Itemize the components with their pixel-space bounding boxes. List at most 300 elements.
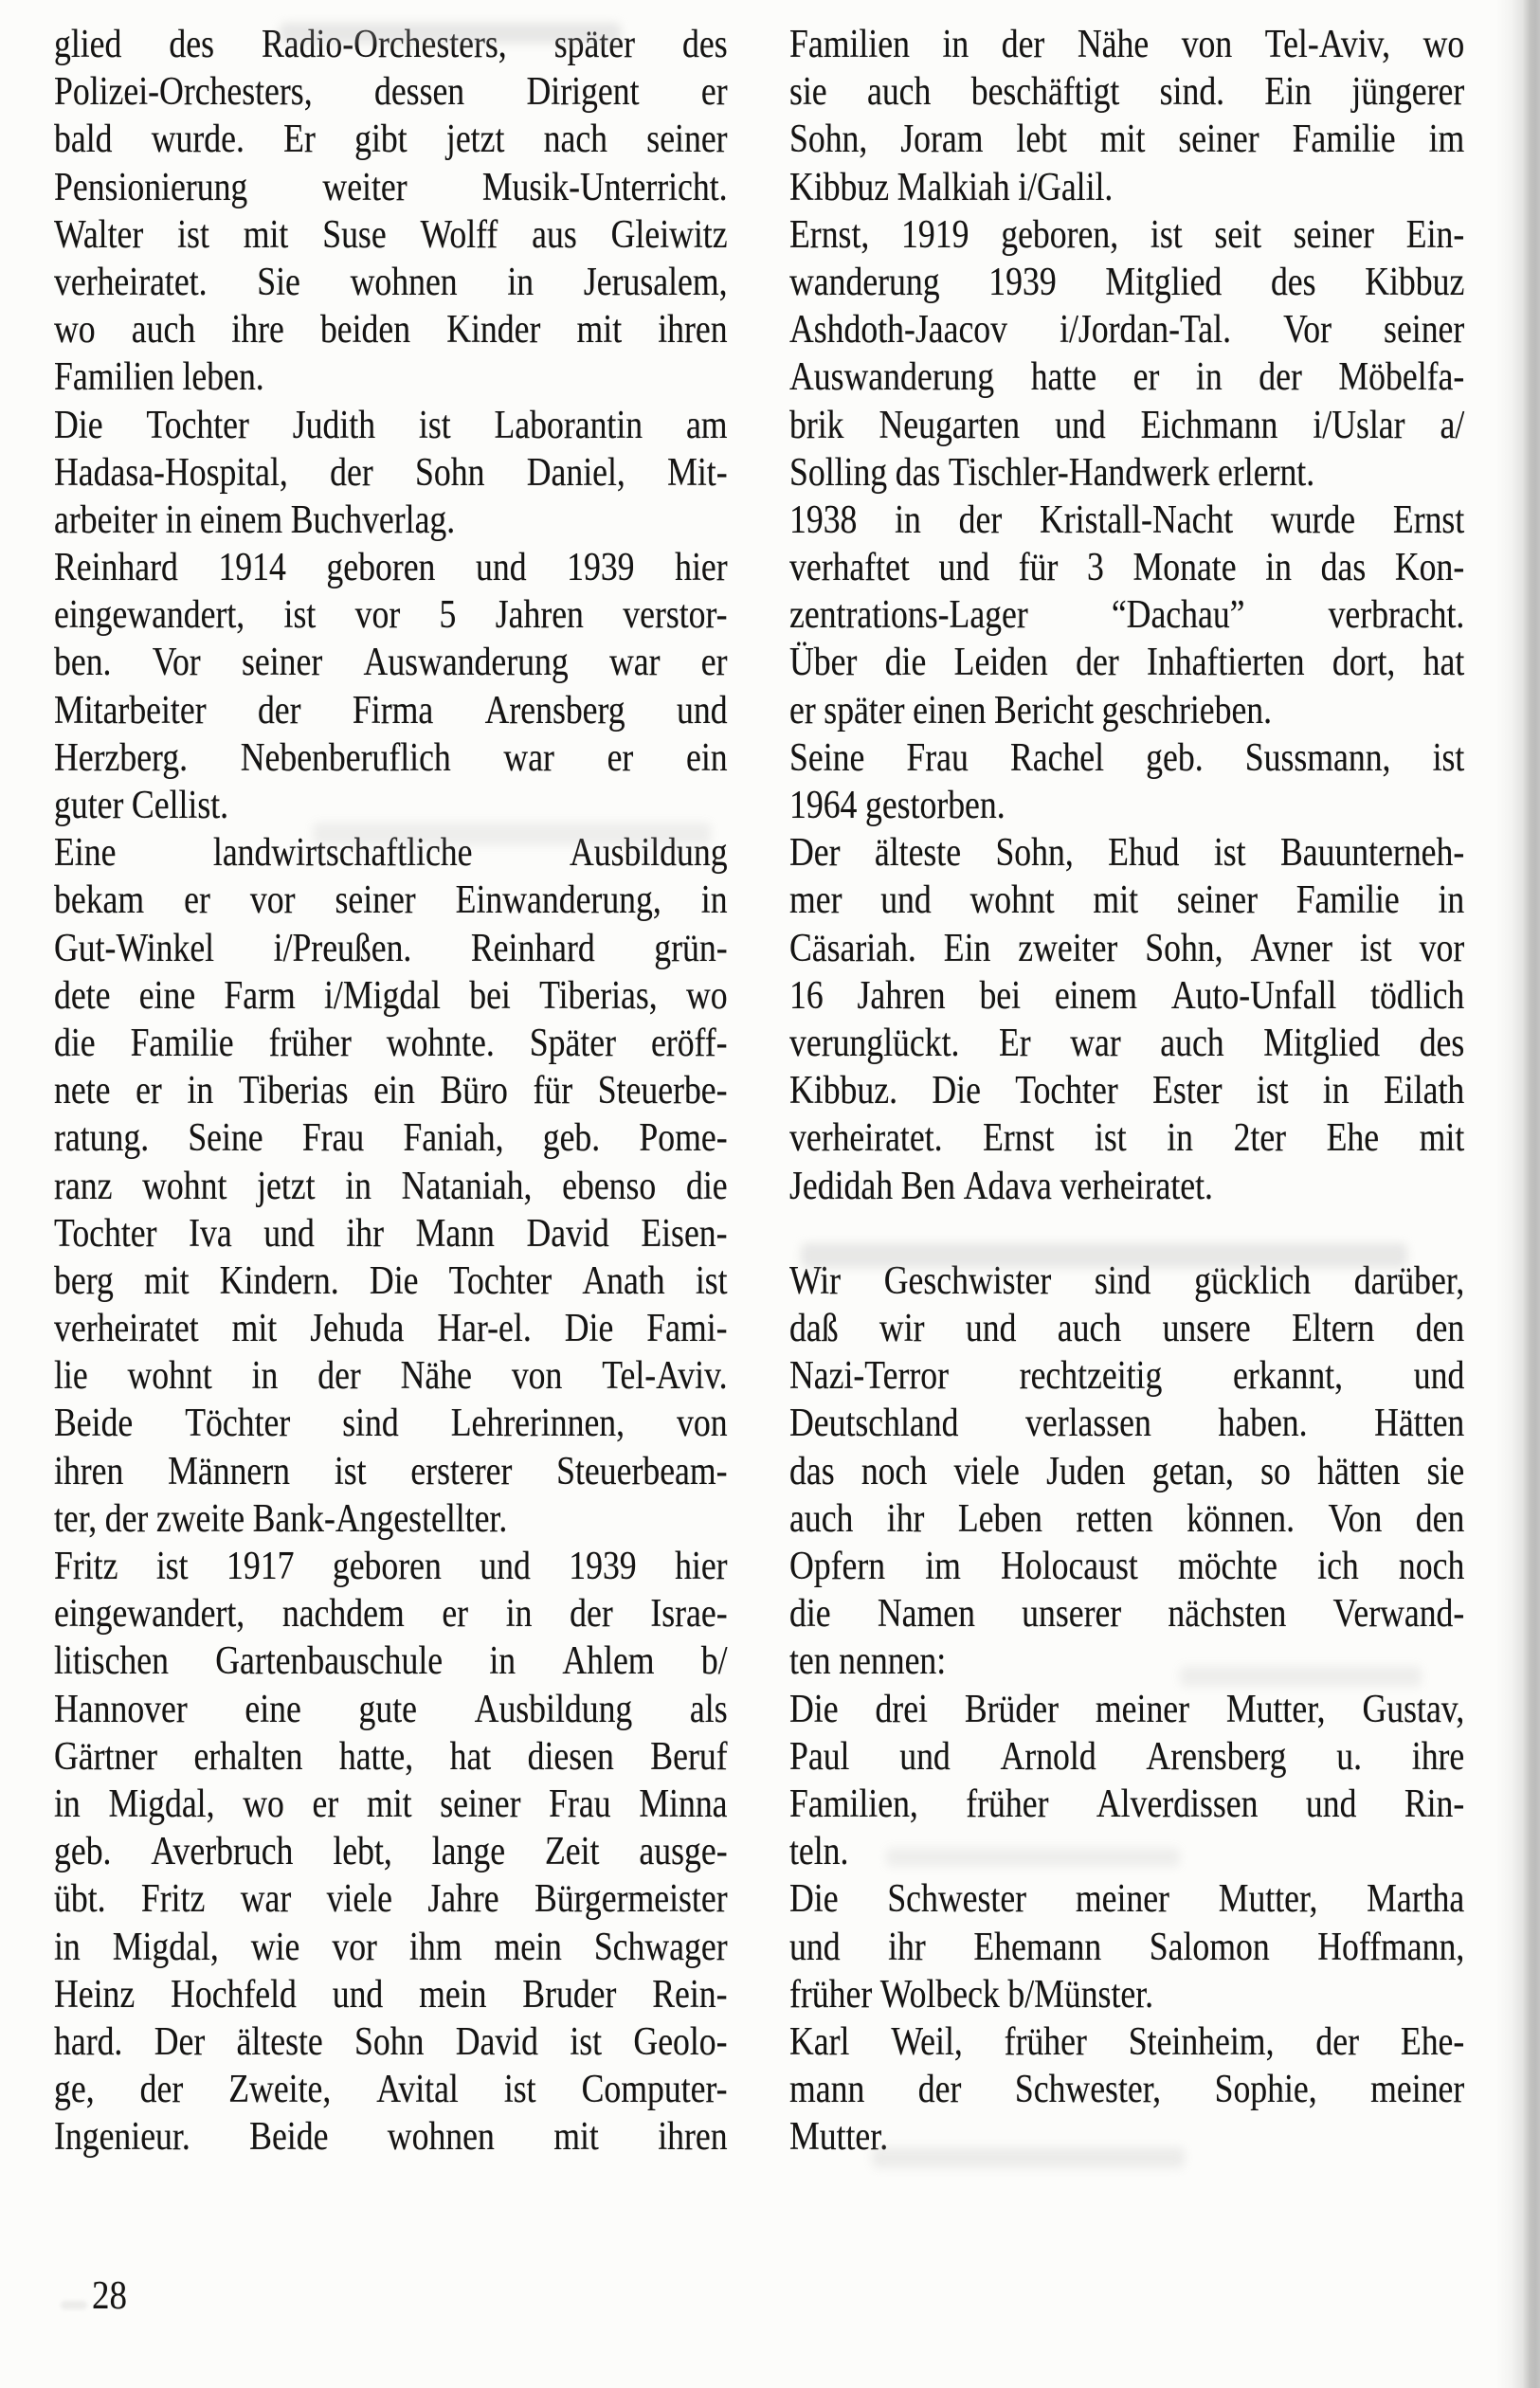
word: ihr xyxy=(888,1925,926,1969)
word: er xyxy=(184,878,210,923)
word: Eltern xyxy=(1292,1307,1375,1351)
word: beschäftigt xyxy=(970,70,1120,115)
word: hat xyxy=(449,1734,492,1779)
word: Nähe xyxy=(1077,23,1150,66)
word: erhalten xyxy=(193,1734,303,1779)
word: wo xyxy=(54,308,96,353)
word: Herzberg. xyxy=(54,735,189,780)
word: für xyxy=(533,1069,573,1113)
word: Walter xyxy=(54,212,144,257)
word: einem xyxy=(1054,973,1138,1018)
word: hier xyxy=(675,1545,728,1588)
word: Minna xyxy=(639,1782,728,1826)
word: verheiratet. xyxy=(1060,1164,1213,1208)
word: das xyxy=(895,450,941,495)
word: Familie xyxy=(1295,878,1400,923)
word: Monate xyxy=(1132,546,1237,590)
word: seiner xyxy=(1176,878,1258,923)
word: Die xyxy=(369,1258,419,1303)
word: ratung. xyxy=(54,1116,150,1161)
word: Pome- xyxy=(639,1116,728,1161)
word: wurde. xyxy=(151,118,245,162)
text-line xyxy=(789,1971,1464,2018)
word: mein xyxy=(494,1925,562,1969)
text-line xyxy=(789,877,1464,924)
word: viele xyxy=(953,1449,1020,1493)
word: Musik-Unterricht. xyxy=(481,165,728,209)
word: wohnt xyxy=(969,878,1055,923)
word: Familie xyxy=(130,1021,234,1065)
word: des xyxy=(682,23,728,66)
word: Zeit xyxy=(544,1830,600,1874)
word: ist xyxy=(418,403,451,447)
word: Steuerbeam- xyxy=(556,1449,728,1493)
word: der xyxy=(1076,641,1119,685)
word: Geschwister xyxy=(883,1258,1052,1303)
word: b/Münster. xyxy=(1007,1972,1154,2017)
word: bald xyxy=(54,118,113,162)
word: Jedidah xyxy=(789,1164,894,1208)
text-line xyxy=(789,164,1464,211)
word: verheiratet. xyxy=(54,260,208,304)
word: Frau xyxy=(301,1116,365,1161)
word: berg xyxy=(54,1258,114,1303)
word: mit xyxy=(553,2115,599,2160)
word: der xyxy=(958,498,1003,542)
word: der xyxy=(139,2068,184,2112)
word: Er xyxy=(283,118,316,162)
word: mein xyxy=(419,1972,487,2017)
word: im xyxy=(925,1545,961,1588)
word: Radio-Orchesters, xyxy=(261,23,507,66)
word: geboren, xyxy=(1001,212,1119,257)
word: Kibbuz xyxy=(1365,260,1465,304)
word: zentrations-Lager xyxy=(789,593,1028,638)
text-line xyxy=(789,1495,1464,1543)
word: wir xyxy=(879,1307,925,1351)
word: jetzt xyxy=(257,1164,316,1208)
word: Ein xyxy=(1264,70,1313,115)
word: ihren xyxy=(54,1449,124,1493)
word: Jerusalem, xyxy=(583,260,728,304)
word: seiner xyxy=(1384,308,1465,353)
word: gute xyxy=(358,1687,418,1731)
word: Verwand- xyxy=(1332,1592,1465,1637)
text-line xyxy=(789,1781,1464,1828)
word: Reinhard xyxy=(54,546,178,590)
word: Gustav, xyxy=(1362,1687,1465,1731)
word: brik xyxy=(789,403,844,447)
word: der xyxy=(570,1592,613,1637)
word: einem xyxy=(199,498,283,542)
word: Ernst, xyxy=(789,212,870,257)
word: Männern xyxy=(168,1449,291,1493)
word: und xyxy=(475,546,527,590)
word: Frau xyxy=(906,735,969,780)
word: 1919 xyxy=(901,212,969,257)
word: Har-el. xyxy=(437,1307,532,1351)
word: Er xyxy=(998,1021,1031,1065)
word: älteste xyxy=(236,2019,323,2064)
word: Judith xyxy=(292,403,376,447)
word: 1939 xyxy=(569,1545,637,1588)
word: Bank-Angestellter. xyxy=(252,1496,508,1541)
word: war xyxy=(1070,1021,1121,1065)
word: seiner xyxy=(241,641,323,685)
word: wurde xyxy=(1270,498,1356,542)
word: sind xyxy=(1094,1258,1151,1303)
word: 2ter xyxy=(1233,1116,1287,1161)
word: Die xyxy=(789,1877,839,1922)
word: glied xyxy=(54,23,122,66)
word: Nataniah, xyxy=(401,1164,533,1208)
word: Hoffmann, xyxy=(1317,1925,1465,1969)
word: Tel-Aviv, xyxy=(1264,23,1391,66)
word: David xyxy=(455,2019,539,2064)
word: Ehemann xyxy=(973,1925,1102,1969)
word: ist xyxy=(1256,1069,1289,1113)
word: Arensberg xyxy=(1146,1734,1287,1779)
word: Auto-Unfall xyxy=(1170,973,1337,1018)
word: Namen xyxy=(877,1592,975,1637)
word: landwirtschaftliche xyxy=(212,831,473,876)
word: geboren xyxy=(326,546,436,590)
text-line xyxy=(789,449,1464,497)
word: unsere xyxy=(1162,1307,1251,1351)
word: verhaftet xyxy=(789,546,910,590)
word: eröff- xyxy=(650,1021,728,1065)
word: Wolff xyxy=(420,212,498,257)
word: in xyxy=(489,1639,516,1684)
word: Gartenbauschule xyxy=(215,1639,444,1684)
word: diesen xyxy=(527,1734,614,1779)
word: Polizei-Orchesters, xyxy=(54,70,313,115)
word: Kindern. xyxy=(219,1258,339,1303)
word: Israe- xyxy=(650,1592,728,1637)
word: in xyxy=(1167,1116,1194,1161)
text-line xyxy=(54,1637,728,1685)
word: Alverdissen xyxy=(1096,1782,1259,1826)
text-line xyxy=(54,164,728,211)
word: Faniah, xyxy=(403,1116,504,1161)
text-line xyxy=(54,402,728,449)
word: Holocaust xyxy=(1001,1545,1138,1588)
word: Martha xyxy=(1367,1877,1465,1922)
word: einen xyxy=(913,688,987,733)
word: und xyxy=(480,1545,531,1588)
word: Eichmann xyxy=(1140,403,1278,447)
word: Gleiwitz xyxy=(610,212,728,257)
word: Laborantin xyxy=(494,403,643,447)
word: mit xyxy=(1093,878,1139,923)
word: das xyxy=(1320,546,1367,590)
word: das xyxy=(789,1449,835,1493)
word: sind xyxy=(342,1402,399,1446)
word: Sohn xyxy=(415,450,485,495)
text-line xyxy=(54,259,728,306)
word: ist xyxy=(1432,735,1465,780)
word: grün- xyxy=(654,926,728,970)
word: vor xyxy=(1419,926,1465,970)
text-line xyxy=(54,1210,728,1257)
word: Geolo- xyxy=(633,2019,728,2064)
word: Bruder xyxy=(522,1972,617,2017)
word: seiner xyxy=(440,1782,521,1826)
word: am xyxy=(685,403,728,447)
text-line xyxy=(789,1637,1464,1685)
word: aus xyxy=(532,212,577,257)
word: a/ xyxy=(1440,403,1465,447)
word: 1964 xyxy=(789,784,858,827)
word: in xyxy=(165,498,192,542)
word: verstor- xyxy=(623,593,728,638)
word: und xyxy=(263,1211,315,1256)
word: Hannover xyxy=(54,1687,188,1731)
word: so xyxy=(1260,1449,1291,1493)
word: “Dachau” xyxy=(1111,593,1245,638)
word: lebt xyxy=(1016,118,1067,162)
word: war xyxy=(240,1877,292,1922)
word: gestorben. xyxy=(864,784,1006,827)
word: drei xyxy=(875,1687,928,1731)
text-line xyxy=(789,1543,1464,1590)
word: Averbruch xyxy=(151,1830,294,1874)
word: Beruf xyxy=(650,1734,728,1779)
word: ebenso xyxy=(562,1164,657,1208)
text-line xyxy=(54,353,728,401)
word: mit xyxy=(366,1782,412,1826)
text-line xyxy=(789,68,1464,116)
word: Ehe xyxy=(1326,1116,1380,1161)
word: Auswanderung xyxy=(363,641,569,685)
word: verheiratet. xyxy=(789,1116,943,1161)
text-line xyxy=(789,2018,1464,2066)
word: Rin- xyxy=(1404,1782,1465,1826)
word: Einwanderung, xyxy=(455,878,661,923)
word: unserer xyxy=(1022,1592,1122,1637)
word: Der xyxy=(789,831,841,876)
word: ihm xyxy=(408,1925,462,1969)
text-line xyxy=(789,497,1464,544)
word: er xyxy=(700,70,728,115)
word: bekam xyxy=(54,878,145,923)
word: hier xyxy=(675,546,728,590)
word: Arnold xyxy=(1000,1734,1096,1779)
word: in xyxy=(54,1925,81,1969)
text-line xyxy=(789,1400,1464,1447)
word: Paul xyxy=(789,1734,850,1779)
word: vor xyxy=(249,878,296,923)
text-line xyxy=(789,1257,1464,1305)
word: Jahren xyxy=(857,973,946,1018)
word: rechtzeitig xyxy=(1019,1354,1163,1399)
word: nächsten xyxy=(1168,1592,1287,1637)
word: Steuerbe- xyxy=(597,1069,728,1113)
word: 1917 xyxy=(226,1545,295,1588)
word: Ernst xyxy=(1392,498,1465,542)
text-line xyxy=(54,544,728,591)
word: sind. xyxy=(1159,70,1225,115)
word: nennen: xyxy=(839,1639,947,1684)
word: Kinder xyxy=(446,308,541,353)
word: Zweite, xyxy=(228,2068,332,2112)
word: und xyxy=(899,1734,951,1779)
word: ge, xyxy=(54,2068,95,2112)
word: Sohn, xyxy=(789,118,868,162)
text-line xyxy=(54,1590,728,1637)
word: ersterer xyxy=(410,1449,513,1493)
text-line xyxy=(54,591,728,639)
word: dort, xyxy=(1332,641,1396,685)
word: lebt, xyxy=(333,1830,392,1874)
word: hard. xyxy=(54,2019,123,2064)
text-line xyxy=(789,116,1464,163)
word: bei xyxy=(469,973,511,1018)
word: Familien xyxy=(54,355,174,400)
text-line xyxy=(789,1163,1464,1210)
text-line xyxy=(54,829,728,877)
word: Eine xyxy=(54,831,117,876)
word: 5 xyxy=(439,593,457,638)
word: Farm xyxy=(224,973,296,1018)
word: ist xyxy=(283,593,317,638)
word: in xyxy=(507,260,534,304)
word: Sohn, xyxy=(1145,926,1223,970)
word: zweiter xyxy=(1018,926,1118,970)
word: Brüder xyxy=(964,1687,1060,1731)
word: ist xyxy=(1150,212,1183,257)
word: ein xyxy=(373,1069,415,1113)
word: in xyxy=(942,23,969,66)
word: erkannt, xyxy=(1233,1354,1344,1399)
word: Dirigent xyxy=(526,70,640,115)
text-line xyxy=(54,1067,728,1114)
word: und xyxy=(965,1307,1017,1351)
word: ten xyxy=(789,1639,831,1684)
word: die xyxy=(789,1592,831,1637)
word: den xyxy=(1415,1496,1465,1541)
word: früher xyxy=(789,1972,873,2017)
text-line xyxy=(789,782,1464,829)
page-edge-shadow xyxy=(1496,0,1540,2388)
word: ist xyxy=(334,1449,367,1493)
text-line xyxy=(54,116,728,163)
word: ihren xyxy=(658,2115,728,2160)
word: Büro xyxy=(440,1069,508,1113)
word: Tiberias xyxy=(238,1069,349,1113)
word: übt. xyxy=(54,1877,106,1922)
word: Firma xyxy=(352,688,434,733)
word: hätten xyxy=(1317,1449,1401,1493)
word: nete xyxy=(54,1069,111,1113)
word: Tiberias, xyxy=(539,973,658,1018)
word: möchte xyxy=(1177,1545,1278,1588)
word: Seine xyxy=(789,735,865,780)
word: Wir xyxy=(789,1258,842,1303)
word: Tochter xyxy=(54,1211,157,1256)
word: Fami- xyxy=(646,1307,728,1351)
word: i/Galil. xyxy=(1018,165,1114,209)
word: Rachel xyxy=(1009,735,1105,780)
word: Tochter xyxy=(146,403,249,447)
word: Reinhard xyxy=(470,926,595,970)
text-line xyxy=(789,1352,1464,1400)
word: Kibbuz xyxy=(789,165,890,209)
text-line xyxy=(789,734,1464,782)
word: Ingenieur. xyxy=(54,2115,190,2160)
word: Vor xyxy=(152,641,201,685)
word: Ausbildung xyxy=(474,1687,633,1731)
word: früher xyxy=(268,1021,352,1065)
word: Mit- xyxy=(667,450,728,495)
word: Familie xyxy=(1292,118,1396,162)
word: können. xyxy=(1187,1496,1295,1541)
word: geboren xyxy=(332,1545,442,1588)
word: Avner xyxy=(1250,926,1333,970)
text-line xyxy=(54,68,728,116)
word: als xyxy=(689,1687,728,1731)
word: Hadasa-Hospital, xyxy=(54,450,288,495)
word: nach xyxy=(543,118,608,162)
text-line xyxy=(54,972,728,1020)
text-line xyxy=(54,1828,728,1875)
word: auch xyxy=(1057,1307,1122,1351)
word: Schwester, xyxy=(1014,2068,1162,2112)
word: Mitarbeiter xyxy=(54,688,207,733)
word: hat xyxy=(1422,641,1465,685)
word: er xyxy=(136,1069,162,1113)
word: Beide xyxy=(54,1402,134,1446)
word: auch xyxy=(866,70,932,115)
text-line xyxy=(54,1163,728,1210)
word: der xyxy=(1001,23,1045,66)
word: hatte, xyxy=(338,1734,414,1779)
word: ist xyxy=(1213,831,1246,876)
word: zweite xyxy=(155,1496,245,1541)
word: Kristall-Nacht xyxy=(1039,498,1234,542)
text-line xyxy=(54,1971,728,2018)
word: hatte xyxy=(1030,355,1097,400)
text-line xyxy=(54,1495,728,1543)
word: in xyxy=(1438,878,1465,923)
word: ist xyxy=(1359,926,1392,970)
word: Karl xyxy=(789,2019,850,2064)
word: wohnte. xyxy=(386,1021,495,1065)
word: Leiden xyxy=(953,641,1048,685)
word: guter xyxy=(54,784,124,827)
text-line xyxy=(54,497,728,544)
word: wohnt xyxy=(127,1354,212,1399)
word: Computer- xyxy=(581,2068,728,2112)
word: in xyxy=(700,878,728,923)
word: Solling xyxy=(789,450,888,495)
word: noch xyxy=(1398,1545,1465,1588)
text-line xyxy=(789,402,1464,449)
word: Kibbuz. xyxy=(789,1069,898,1113)
word: geb. xyxy=(1146,735,1204,780)
word: in xyxy=(505,1592,533,1637)
word: Bericht xyxy=(994,688,1095,733)
word: Sophie, xyxy=(1214,2068,1317,2112)
text-line xyxy=(54,1781,728,1828)
word: jüngerer xyxy=(1351,70,1465,115)
text-line xyxy=(54,1686,728,1733)
word: die xyxy=(884,641,927,685)
text-line xyxy=(54,2066,728,2113)
word: bei xyxy=(979,973,1022,1018)
text-line xyxy=(789,1067,1464,1114)
word: Die xyxy=(564,1307,614,1351)
